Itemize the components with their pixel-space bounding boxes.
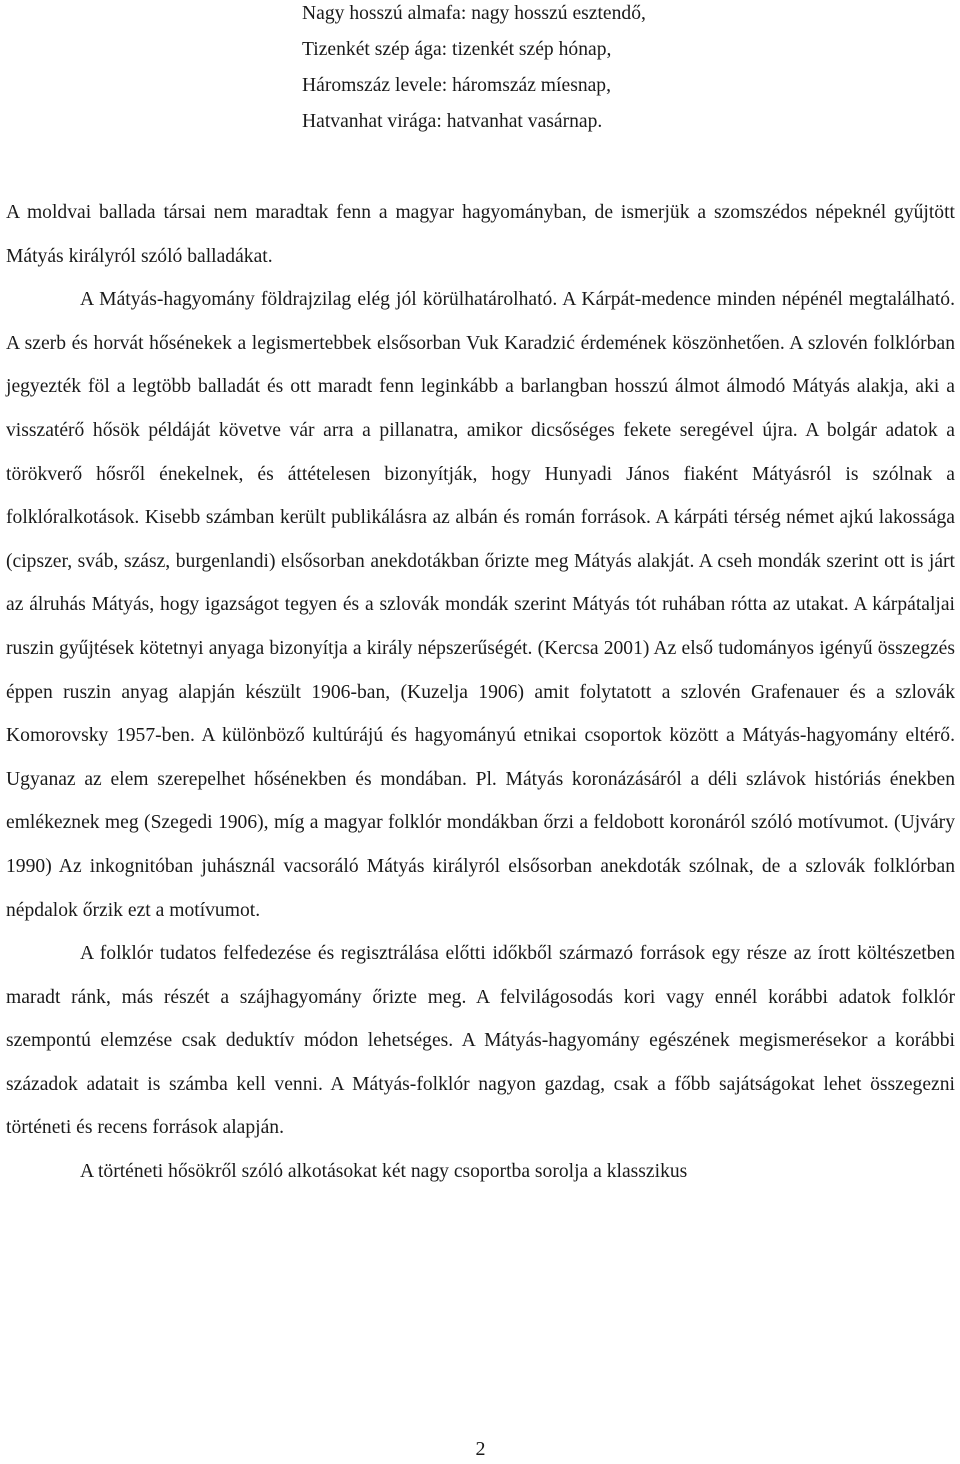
verse-line: Tizenkét szép ága: tizenkét szép hónap, — [302, 39, 612, 60]
page-number: 2 — [475, 1438, 486, 1460]
document-page — [6, 0, 955, 1464]
paragraph: A történeti hősökről szóló alkotásokat két nagy csoportba sorolja a klasszikus — [80, 1161, 688, 1183]
verse-line: Nagy hosszú almafa: nagy hosszú esztendő, — [302, 3, 646, 24]
paragraph: A Mátyás-hagyomány földrajzilag elég jól körülhatárolható. A Kárpát-medence minden népénél megtalálható. A szerb és horvát hősénekek a legismertebbek elsősorban Vuk Karadzić érdemének köszönhetően. A szlovén folklórban jegyezték föl a legtöbb balladát és ott maradt fenn leginkább a barlangban hosszú álmot álmodó Mátyás alakja, aki a visszatérő hősök példáját követve vár arra a pillanatra, amikor dicsőséges fekete seregével újra. A bolgár adatok a törökverő hősről énekelnek, és áttételesen bizonyítják, hogy Hunyadi János fiaként Mátyásról is szólnak a folklóralkotások. Kisebb számban került publikálásra az albán és román források. A kárpáti térség német ajkú lakossága (cipszer, sváb, szász, burgenlandi) elsősorban anekdotákban őrizte meg Mátyás alakját. A cseh mondák szerint ott is járt az álruhás Mátyás, hogy igazságot tegyen és a szlovák mondák szerint Mátyás tót ruhában rótta az utakat. A kárpátaljai ruszin gyűjtések kötetnyi anyaga bizonyítja a király népszerűségét. (Kercsa 2001) Az első tudományos igényű összegzés éppen ruszin anyag alapján készült 1906-ban, (Kuzelja 1906) amit folytatott a szlovén Grafenauer és a szlovák Komorovsky 1957-ben. A különböző kultúrájú és hagyományú etnikai csoportok között a Mátyás-hagyomány eltérő. Ugyanaz az elem szerepelhet hősénekben és mondában. Pl. Mátyás koronázásáról a déli szlávok históriás énekben emlékeznek meg (Szegedi 1906), míg a magyar folklór mondákban őrzi a feldobott koronáról szóló motívumot. (Ujváry 1990) Az inkognitóban juhásznál vacsoráló Mátyás királyról elsősorban anekdoták szólnak, de a szlovák folklórban népdalok őrzik ezt a motívumot. — [6, 289, 955, 921]
verse-block — [6, 0, 955, 140]
verse-line: Háromszáz levele: háromszáz míesnap, — [302, 75, 612, 96]
paragraph: A moldvai ballada társai nem maradtak fenn a magyar hagyományban, de ismerjük a szomszédos népeknél gyűjtött Mátyás királyról szóló balladákat. — [6, 202, 955, 267]
verse-line: Hatvanhat virága: hatvanhat vasárnap. — [302, 111, 603, 132]
paragraph: A folklór tudatos felfedezése és regisztrálása előtti időkből származó források egy része az írott költészetben maradt ránk, más részét a szájhagyomány őrizte meg. A felvilágosodás kori vagy ennél korábbi adatok folklór szempontú elemzése csak deduktív módon lehetséges. A Mátyás-hagyomány egészének megismerésekor a korábbi századok adatait is számba kell venni. A Mátyás-folklór nagyon gazdag, csak a főbb sajátságokat lehet összegezni történeti és recens források alapján. — [6, 943, 955, 1139]
